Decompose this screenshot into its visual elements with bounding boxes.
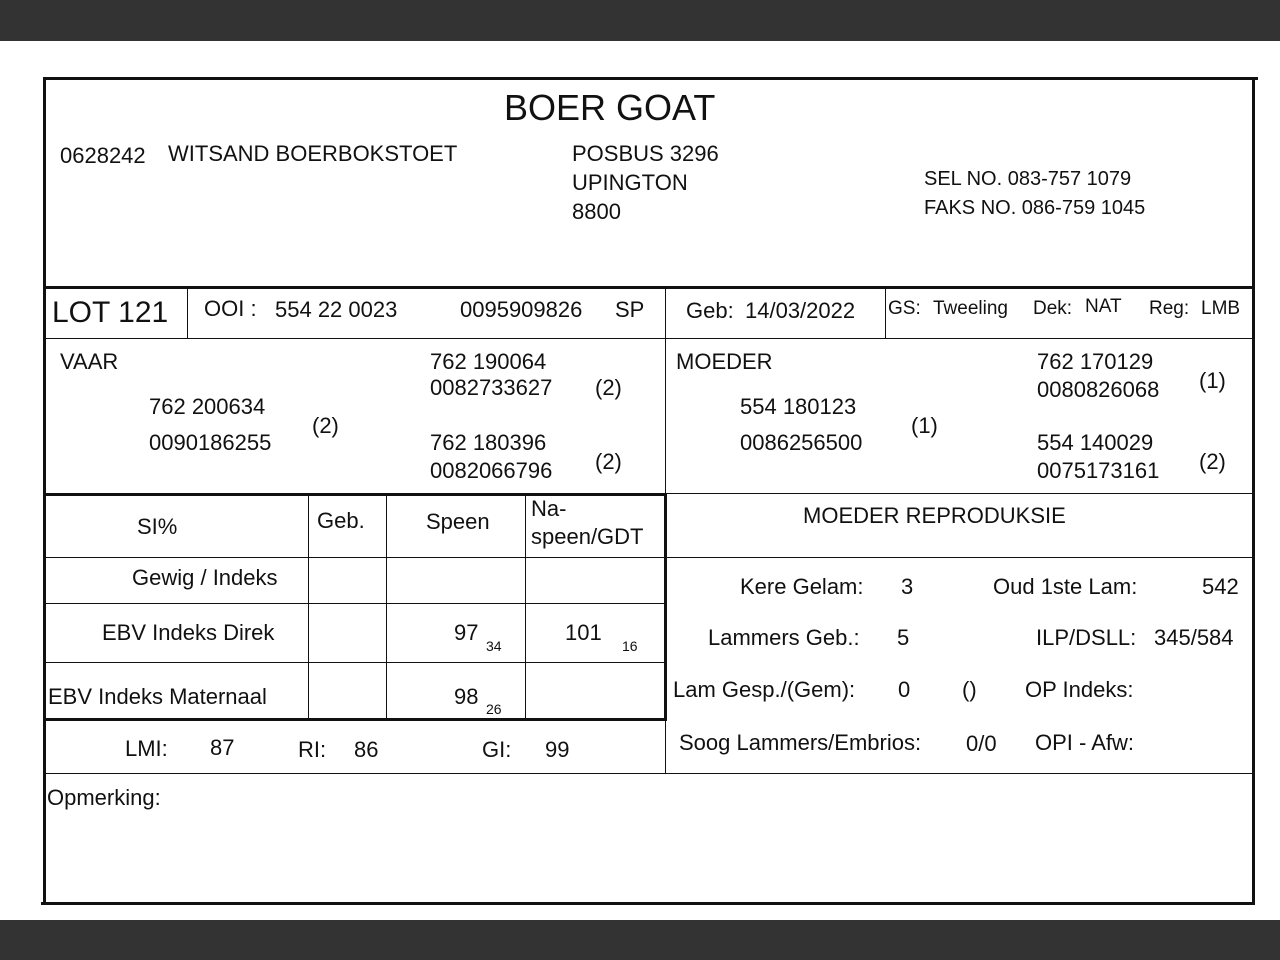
card-border-top: [43, 77, 1258, 80]
gem-value: (): [962, 677, 977, 702]
sire-number: 762 200634: [149, 394, 266, 419]
sire-grade: (2): [312, 413, 339, 438]
gesp-value: 0: [898, 677, 911, 702]
oud-value: 542: [1202, 574, 1239, 599]
address-line-2: UPINGTON: [572, 170, 688, 195]
row-label-gewig: Gewig / Indeks: [132, 565, 278, 590]
perf-row-line-1: [45, 603, 665, 604]
dek-value: NAT: [1085, 296, 1122, 317]
gi-value: 99: [545, 737, 570, 762]
sire-dam-id: 0082066796: [430, 458, 553, 483]
repro-title: MOEDER REPRODUKSIE: [803, 503, 1066, 528]
repro-top-line: [667, 493, 1254, 494]
sire-label: VAAR: [60, 349, 119, 374]
sire-id: 0090186255: [149, 430, 272, 455]
op-label: OP Indeks:: [1025, 677, 1134, 702]
naspeen-header-line1: Na-: [531, 496, 567, 521]
dam-sire-id: 0080826068: [1037, 377, 1160, 402]
born-label: Geb:: [686, 298, 734, 323]
dam-dam-id: 0075173161: [1037, 458, 1160, 483]
speen-header: Speen: [426, 509, 490, 534]
card-border-right: [1252, 77, 1255, 905]
kere-value: 3: [901, 574, 914, 599]
row-label-ebv-direk: EBV Indeks Direk: [102, 620, 275, 645]
animal-id-suffix: SP: [615, 297, 645, 322]
perf-table-top-line: [45, 493, 667, 496]
lammers-label: Lammers Geb.:: [708, 625, 860, 650]
soog-label: Soog Lammers/Embrios:: [679, 730, 922, 755]
dam-label: MOEDER: [676, 349, 773, 374]
lammers-value: 5: [897, 625, 910, 650]
sire-dam-number: 762 180396: [430, 430, 547, 455]
geb-header: Geb.: [317, 508, 365, 533]
lot-divider: [187, 288, 188, 338]
card-border-left: [43, 77, 46, 905]
perf-col-divider-1: [308, 495, 309, 719]
card-border-bottom: [41, 902, 1254, 905]
reg-label: Reg:: [1149, 298, 1190, 319]
ebv-direk-naspeen: 101: [565, 620, 602, 645]
lmi-label: LMI:: [125, 736, 168, 761]
gs-label: GS:: [888, 298, 921, 319]
top-frame-bar: [0, 0, 1280, 41]
gs-value: Tweeling: [933, 298, 1008, 319]
perf-table-right-border: [664, 493, 667, 721]
sire-sire-id: 0082733627: [430, 375, 553, 400]
perf-header-line: [45, 557, 1254, 558]
ebv-maternaal-speen-sub: 26: [486, 701, 502, 717]
gesp-label: Lam Gesp./(Gem):: [673, 677, 856, 702]
card-title: BOER GOAT: [504, 87, 716, 128]
address-line-1: POSBUS 3296: [572, 141, 719, 166]
perf-col-divider-2: [386, 495, 387, 719]
opi-label: OPI - Afw:: [1035, 730, 1135, 755]
lot-row-bottom-line: [45, 338, 1254, 339]
perf-col-divider-3: [525, 495, 526, 719]
si-header: SI%: [137, 514, 178, 539]
ilp-label: ILP/DSLL:: [1036, 625, 1137, 650]
sire-sire-grade: (2): [595, 375, 622, 400]
dam-sire-number: 762 170129: [1037, 349, 1154, 374]
dam-sire-grade: (1): [1199, 368, 1226, 393]
ri-value: 86: [354, 737, 379, 762]
dam-grade: (1): [911, 413, 938, 438]
ebv-direk-naspeen-sub: 16: [622, 638, 638, 654]
lot-number: LOT 121: [52, 296, 169, 329]
dam-dam-grade: (2): [1199, 449, 1226, 474]
ooi-label: OOI :: [204, 296, 257, 321]
sire-sire-number: 762 190064: [430, 349, 547, 374]
ri-label: RI:: [298, 737, 327, 762]
dam-number: 554 180123: [740, 394, 857, 419]
soog-value: 0/0: [966, 731, 997, 756]
bottom-frame-bar: [0, 920, 1280, 960]
ebv-maternaal-speen: 98: [454, 684, 479, 709]
cell-number: SEL NO. 083-757 1079: [924, 168, 1132, 190]
indices-divider: [665, 720, 666, 774]
dam-dam-number: 554 140029: [1037, 430, 1154, 455]
row-label-ebv-maternaal: EBV Indeks Maternaal: [48, 684, 267, 709]
born-date: 14/03/2022: [745, 298, 856, 323]
ilp-value: 345/584: [1154, 625, 1234, 650]
breeder-code: 0628242: [60, 143, 146, 168]
oud-label: Oud 1ste Lam:: [993, 574, 1138, 599]
sire-dam-grade: (2): [595, 449, 622, 474]
kere-label: Kere Gelam:: [740, 574, 864, 599]
lmi-value: 87: [210, 735, 235, 760]
lot-row-top-line: [45, 286, 1254, 289]
perf-table-bottom-line: [45, 718, 667, 721]
ebv-direk-speen-sub: 34: [486, 638, 502, 654]
ooi-number: 554 22 0023: [275, 297, 398, 322]
indices-bottom-line: [45, 773, 1254, 774]
naspeen-header-line2: speen/GDT: [531, 524, 644, 549]
dam-id: 0086256500: [740, 430, 863, 455]
breeder-name: WITSAND BOERBOKSTOET: [168, 141, 458, 166]
gs-divider: [885, 288, 886, 338]
fax-number: FAKS NO. 086-759 1045: [924, 197, 1146, 219]
reg-value: LMB: [1201, 298, 1241, 319]
remarks-label: Opmerking:: [47, 785, 161, 810]
address-line-3: 8800: [572, 199, 621, 224]
dek-label: Dek:: [1033, 298, 1073, 319]
animal-id: 0095909826: [460, 297, 583, 322]
perf-row-line-2: [45, 662, 665, 663]
ebv-direk-speen: 97: [454, 620, 479, 645]
gi-label: GI:: [482, 737, 512, 762]
